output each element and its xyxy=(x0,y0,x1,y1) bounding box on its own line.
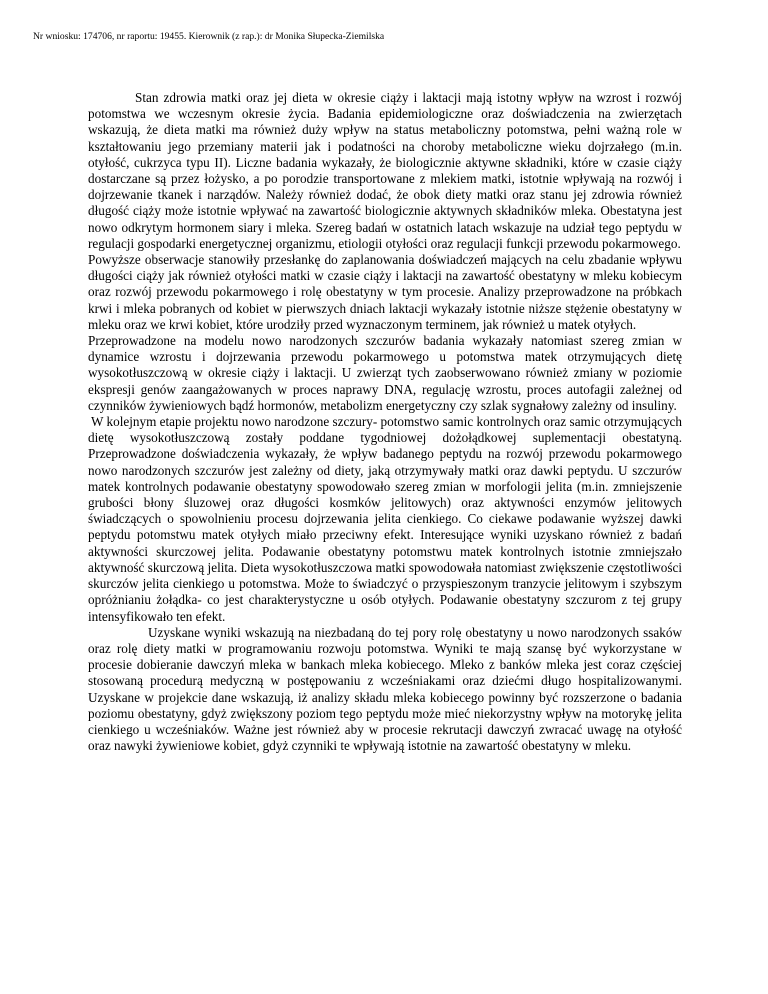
paragraph-rat-model: Przeprowadzone na modelu nowo narodzonych szczurów badania wykazały natomiast szereg zmian w dynamice wzrostu i dojrzewania przewodu pokarmowego u potomstwa matek otrzymujących dietę wysokotłuszczową w okresie ciąży i laktacji. U zwierząt tych zaobserwowano również zmiany w poziomie ekspresji genów zaangażowanych w proces naprawy DNA, regulację wzrostu, proces autofagii zależnej od czynników żywieniowych bądź hormonów, metabolizm energetyczny czy szlak sygnałowy zależny od insuliny. xyxy=(88,333,682,413)
paragraph-next-stage: W kolejnym etapie projektu nowo narodzone szczury- potomstwo samic kontrolnych oraz samic otrzymujących dietę wysokotłuszczową zostały poddane tygodniowej dożołądkowej suplementacji obestatyną. Przeprowadzone doświadczenia wykazały, że wpływ badanego peptydu na rozwój przewodu pokarmowego nowo narodzonych szczurów jest zależny od diety, jaką otrzymywały matki oraz dawki peptydu. U szczurów matek kontrolnych podawanie obestatyny spowodowało szereg zmian w morfologii jelita (m.in. zmniejszenie grubości błony śluzowej oraz długości kosmków jelitowych) oraz aktywności enzymów jelitowych świadczących o spowolnieniu procesu dojrzewania jelita cienkiego. Co ciekawe podawanie wyższej dawki peptydu potomstwu matek otyłych miało przeciwny efekt. Interesujące wyniki uzyskano również z badań aktywności skurczowej jelita. Podawanie obestatyny potomstwu matek kontrolnych istotnie zmniejszało aktywność skurczową jelita. Dieta wysokotłuszczowa matki spowodowała natomiast zwiększenie częstotliwości skurczów jelita cienkiego u potomstwa. Może to świadczyć o przyspieszonym tranzycie jelitowym i szybszym opróżnianiu żołądka- co jest charakterystyczne u osób otyłych. Podawanie obestatyny szczurom z tej grupy intensyfikowało ten efekt. xyxy=(88,414,682,624)
paragraph-observations: Powyższe obserwacje stanowiły przesłankę do zaplanowania doświadczeń mających na celu zbadanie wpływu długości ciąży jak również otyłości matki w czasie ciąży i laktacji na zawartość obestatyny w mleku kobiecym oraz rozwój przewodu pokarmowego i rolę obestatyny w tym procesie. Analizy przeprowadzone na próbkach krwi i mleka pobranych od kobiet w pierwszych dniach laktacji wykazały istotnie niższe stężenie obestatyny w mleku oraz we krwi kobiet, które urodziły przed wyznaczonym terminem, jak również u matek otyłych. xyxy=(88,252,682,332)
document-body xyxy=(88,90,682,754)
page-header: Nr wniosku: 174706, nr raportu: 19455. Kierownik (z rap.): dr Monika Słupecka-Ziemilska xyxy=(33,31,385,42)
paragraph-conclusions: Uzyskane wyniki wskazują na niezbadaną do tej pory rolę obestatyny u nowo narodzonych ssaków oraz rolę diety matki w programowaniu rozwoju potomstwa. Wyniki te mają szansę być wykorzystane w procesie dobieranie dawczyń mleka w bankach mleka kobiecego. Mleko z banków mleka jest coraz częściej stosowaną procedurą medyczną w postępowaniu z wcześniakami oraz dziećmi długo hospitalizowanymi. Uzyskane w projekcie dane wskazują, iż analizy składu mleka kobiecego powinny być rozszerzone o badania poziomu obestatyny, gdyż zwiększony poziom tego peptydu może mieć niekorzystny wpływ na motorykę jelita cienkiego u wcześniaków. Ważne jest również aby w procesie rekrutacji dawczyń zwracać uwagę na otyłość oraz nawyki żywieniowe kobiet, gdyż czynniki te wpływają istotnie na zawartość obestatyny w mleku. xyxy=(88,624,682,754)
paragraph-intro: Stan zdrowia matki oraz jej dieta w okresie ciąży i laktacji mają istotny wpływ na wzrost i rozwój potomstwa we wczesnym okresie życia. Badania epidemiologiczne oraz doświadczenia na zwierzętach wskazują, że dieta matki ma również duży wpływ na status metaboliczny potomstwa, pełni ważną role w kształtowaniu jego przemiany materii jak i podatności na choroby metaboliczne wieku dojrzałego (m.in. otyłość, cukrzyca typu II). Liczne badania wykazały, że biologicznie aktywne składniki, które w czasie ciąży dostarczane są przez łożysko, a po porodzie transportowane z mlekiem matki, istotnie wpływają na rozwój i dojrzewanie tkanek i narządów. Należy również dodać, że obok diety matki oraz stanu jej zdrowia również długość ciąży może istotnie wpływać na zawartość biologicznie aktywnych składników mleka. Obestatyna jest nowo odkrytym hormonem siary i mleka. Szereg badań w ostatnich latach wskazuje na udział tego peptydu w regulacji gospodarki energetycznej organizmu, etiologii otyłości oraz regulacji funkcji przewodu pokarmowego. xyxy=(88,90,682,251)
